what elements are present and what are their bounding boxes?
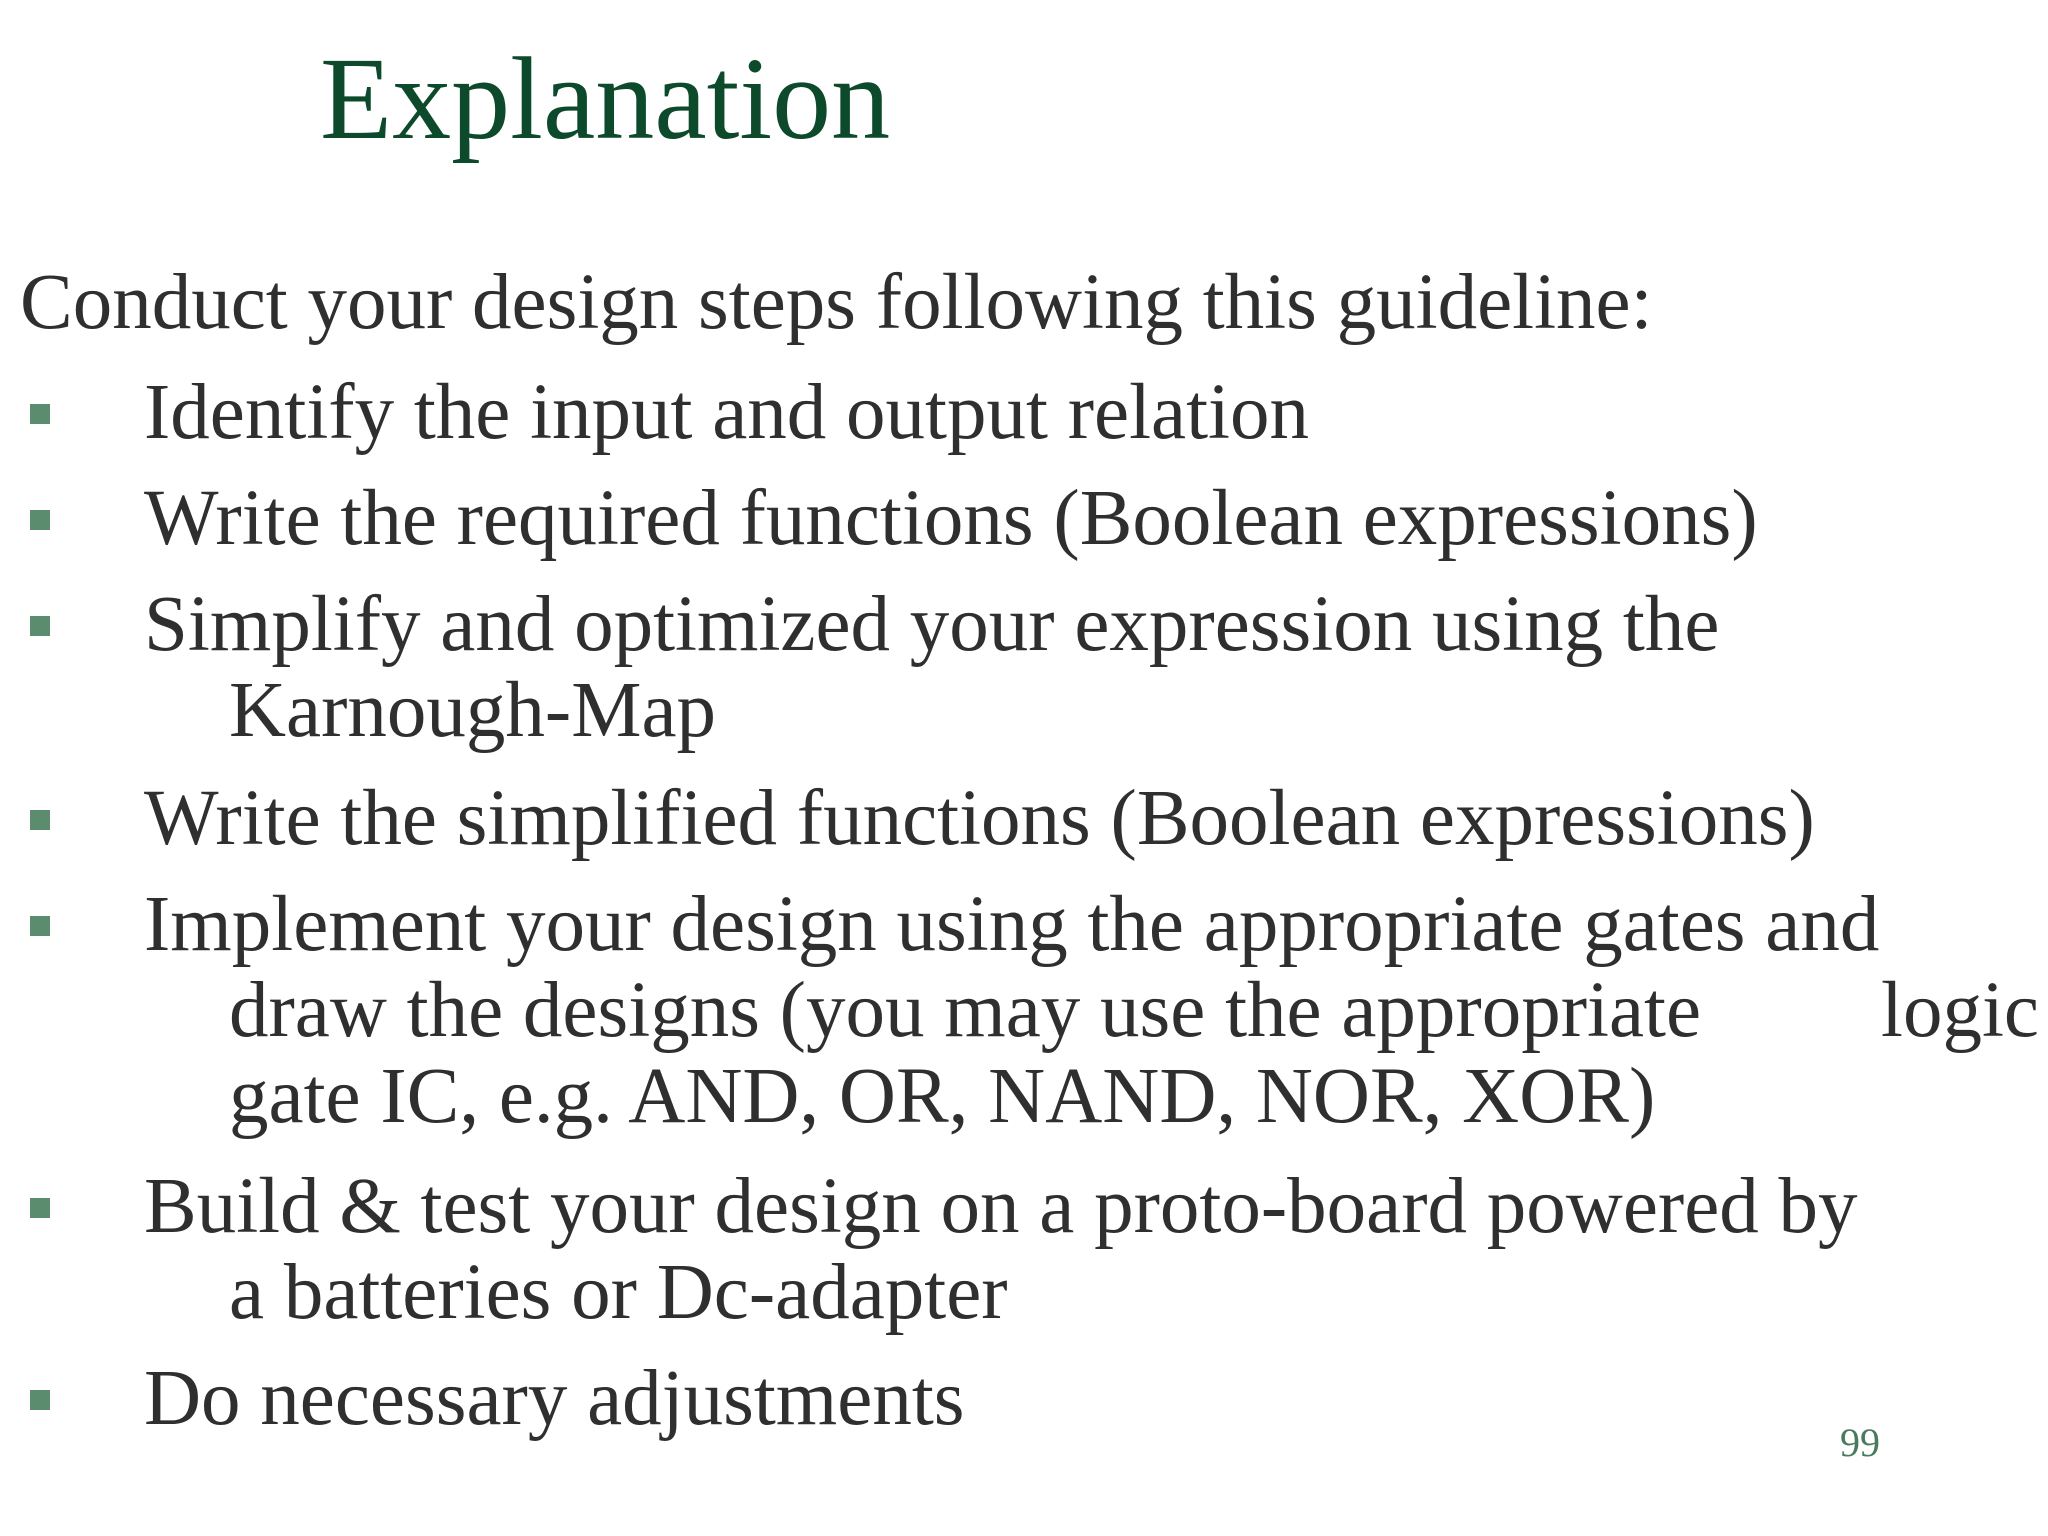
square-bullet-icon	[30, 916, 50, 936]
bullet-line: Implement your design using the appropriate gates and	[144, 881, 1880, 968]
square-bullet-icon	[30, 616, 50, 636]
page-number: 99	[1840, 1420, 1880, 1465]
bullet-continuation-line: Karnough-Map	[229, 667, 717, 754]
bullet-line: Write the required functions (Boolean expressions)	[144, 475, 1758, 562]
bullet-continuation-line: draw the designs (you may use the appropriate	[229, 967, 1702, 1054]
bullet-line: Do necessary adjustments	[144, 1355, 965, 1442]
square-bullet-icon	[30, 1198, 50, 1218]
bullet-continuation-line: gate IC, e.g. AND, OR, NAND, NOR, XOR)	[229, 1053, 1656, 1140]
square-bullet-icon	[30, 810, 50, 830]
intro-text: Conduct your design steps following this guideline:	[20, 259, 1653, 346]
bullet-line: Simplify and optimized your expression using the	[144, 581, 1720, 668]
bullet-continuation-line: a batteries or Dc-adapter	[229, 1249, 1008, 1336]
square-bullet-icon	[30, 510, 50, 530]
square-bullet-icon	[30, 404, 50, 424]
square-bullet-icon	[30, 1390, 50, 1410]
bullet-trailing-word: logic	[1881, 967, 2039, 1054]
slide-title: Explanation	[320, 33, 891, 164]
bullet-line: Identify the input and output relation	[144, 369, 1309, 456]
bullet-line: Build & test your design on a proto-board powered by	[144, 1163, 1858, 1250]
bullet-line: Write the simplified functions (Boolean expressions)	[144, 775, 1815, 862]
